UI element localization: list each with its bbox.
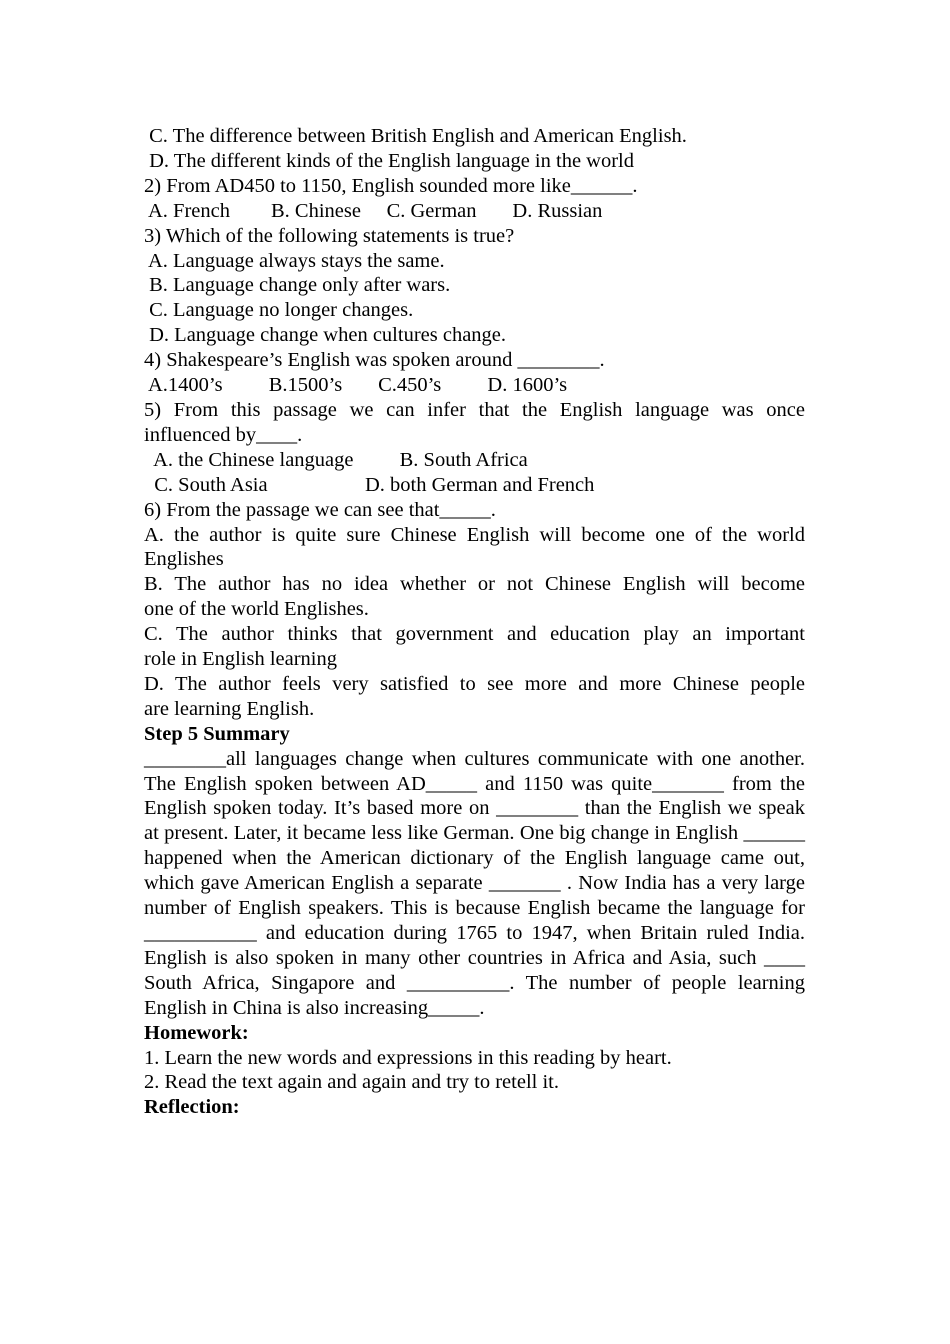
q3-option-d: D. Language change when cultures change. (144, 324, 507, 347)
q1-option-c: C. The difference between British English and American English. (144, 125, 687, 147)
question-3: 3) Which of the following statements is true? (144, 224, 515, 247)
q6-option-b-line-1: B. The author has no idea whether or not Chinese English will become (144, 573, 805, 596)
question-6: 6) From the passage we can see that_____. (144, 498, 496, 521)
summary-heading: Step 5 Summary (144, 722, 290, 745)
q2-options: A. French B. Chinese C. German D. Russian (144, 199, 603, 222)
q5-options-cd: C. South Asia D. both German and French (144, 473, 595, 496)
q6-option-c-line-1: C. The author thinks that government and education play an important (144, 623, 805, 646)
reflection-heading: Reflection: (144, 1096, 240, 1119)
q6-option-d-line-1: D. The author feels very satisfied to see more and more Chinese people (144, 672, 805, 695)
question-5-line-2: influenced by____. (144, 423, 303, 446)
summary-paragraph: ________all languages change when cultures communicate with one another. The English spoken between AD_____ and 1150 was quite_______ from the English spoken today. It’s based more on ________ than the English we speak at present. Later, it became less like German. One big change in English ______ happened when the American dictionary of the English language came out, which gave American English a separate _______ . Now India has a very large number of English speakers. This is because English became the language for ___________ and education during 1765 to 1947, when Britain ruled India. English is also spoken in many other countries in Africa and Asia, such ____ South Africa, Singapore and __________. The number of people learning English in China is also increasing_____. (144, 747, 805, 1019)
question-5-line-1: 5) From this passage we can infer that the English language was once (144, 398, 805, 421)
homework-heading: Homework: (144, 1021, 249, 1044)
q6-option-a-line-2: Englishes (144, 548, 224, 571)
q5-options-ab: A. the Chinese language B. South Africa (144, 448, 528, 471)
q6-option-d-line-2: are learning English. (144, 697, 315, 720)
homework-item-2: 2. Read the text again and again and try to retell it. (144, 1071, 559, 1094)
q6-option-c-line-2: role in English learning (144, 648, 337, 671)
q4-options: A.1400’s B.1500’s C.450’s D. 1600’s (144, 374, 568, 397)
q3-option-c: C. Language no longer changes. (144, 299, 414, 322)
homework-item-1: 1. Learn the new words and expressions in this reading by heart. (144, 1046, 672, 1069)
q6-option-b-line-2: one of the world Englishes. (144, 598, 369, 621)
q3-option-b: B. Language change only after wars. (144, 274, 451, 297)
worksheet-page (144, 124, 805, 1120)
question-2: 2) From AD450 to 1150, English sounded more like______. (144, 174, 638, 197)
question-4: 4) Shakespeare’s English was spoken around ________. (144, 349, 605, 372)
q3-option-a: A. Language always stays the same. (144, 249, 445, 272)
q1-option-d: D. The different kinds of the English language in the world (144, 149, 634, 172)
q6-option-a-line-1: A. the author is quite sure Chinese English will become one of the world (144, 523, 805, 546)
